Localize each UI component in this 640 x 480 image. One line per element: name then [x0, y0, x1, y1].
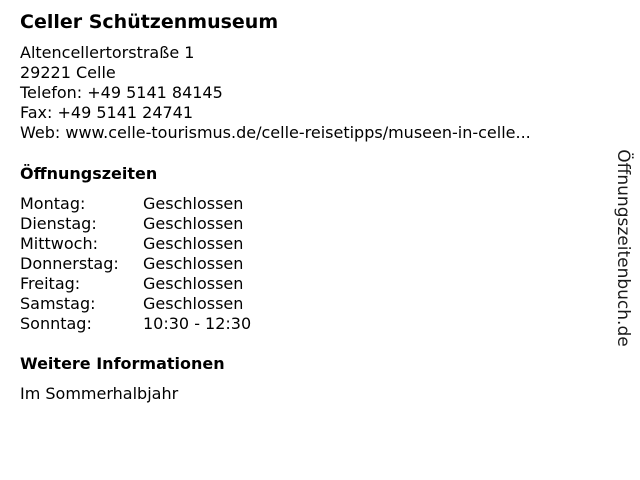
hours-row-wednesday [20, 234, 243, 254]
day-hours: Geschlossen [143, 274, 244, 293]
day-label: Samstag: [20, 294, 96, 313]
more-info-heading: Weitere Informationen [20, 354, 225, 373]
day-hours: Geschlossen [143, 294, 244, 313]
more-info-text: Im Sommerhalbjahr [20, 384, 179, 403]
hours-row-sunday [20, 314, 251, 334]
day-hours: 10:30 - 12:30 [143, 314, 252, 333]
website-link[interactable]: Web: www.celle-tourismus.de/celle-reisetipps/museen-in-celle... [20, 123, 531, 142]
hours-row-monday [20, 194, 243, 214]
day-label: Mittwoch: [20, 234, 98, 253]
hours-row-friday [20, 274, 243, 294]
day-label: Sonntag: [20, 314, 92, 333]
day-hours: Geschlossen [143, 194, 244, 213]
hours-row-thursday [20, 254, 243, 274]
day-hours: Geschlossen [143, 254, 244, 273]
site-watermark: Öffnungszeitenbuch.de [613, 149, 633, 347]
hours-row-tuesday [20, 214, 243, 234]
day-label: Dienstag: [20, 214, 97, 233]
day-label: Freitag: [20, 274, 81, 293]
day-label: Montag: [20, 194, 86, 213]
business-name: Celler Schützenmuseum [20, 11, 279, 33]
city-address: 29221 Celle [20, 63, 116, 82]
hours-row-saturday [20, 294, 243, 314]
phone-number: Telefon: +49 5141 84145 [20, 83, 223, 102]
fax-number: Fax: +49 5141 24741 [20, 103, 194, 122]
day-label: Donnerstag: [20, 254, 119, 273]
street-address: Altencellertorstraße 1 [20, 43, 195, 62]
day-hours: Geschlossen [143, 214, 244, 233]
opening-hours-heading: Öffnungszeiten [20, 164, 158, 183]
day-hours: Geschlossen [143, 234, 244, 253]
